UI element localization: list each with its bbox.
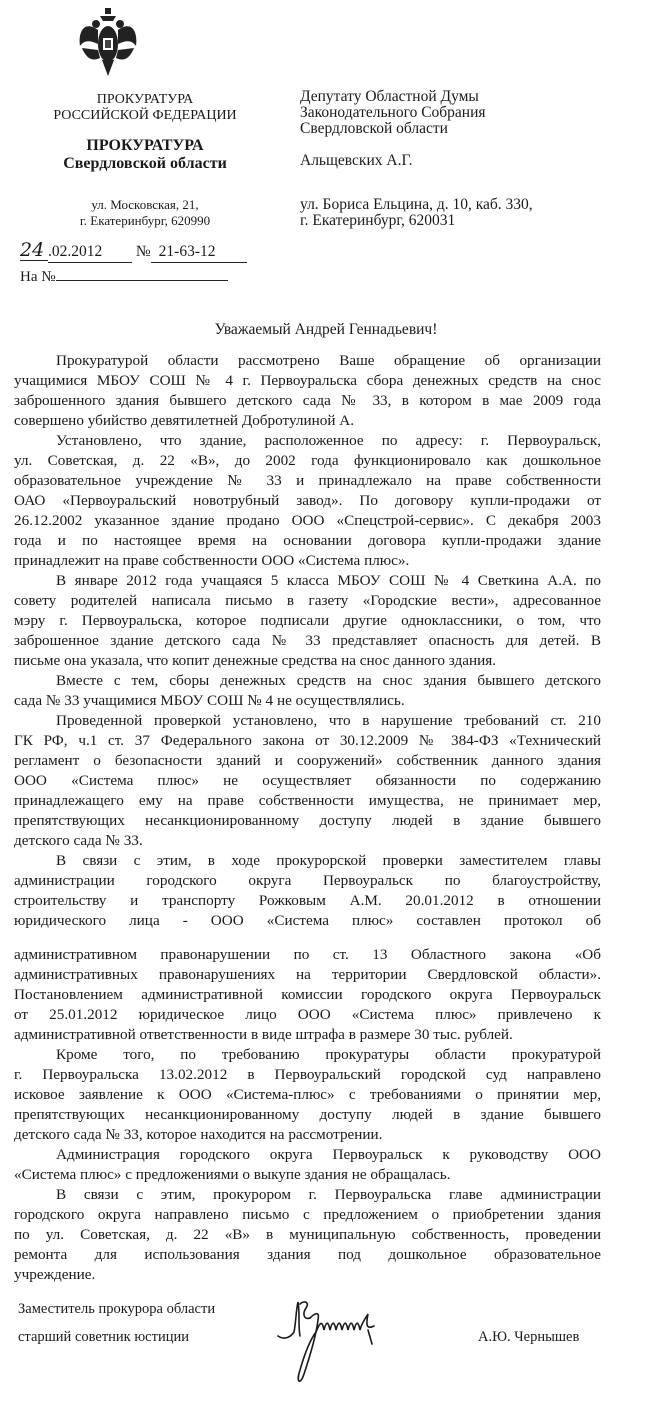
- body-line: по ул. Советская, д. 22 «В» в муниципальную собственность, проведении: [14, 1226, 601, 1243]
- body-line: совершено убийство девятилетней Добротулиной А.: [14, 412, 355, 429]
- body-line: заброшенное здание детского сада № 33 представляет опасность для детей. В: [14, 632, 601, 649]
- outgoing-number: 21-63-12: [151, 242, 247, 263]
- sender-address-line1: ул. Московская, 21,: [91, 197, 199, 212]
- body-line: препятствующих несанкционированному доступу людей в здание бывшего: [14, 812, 601, 829]
- body-line: г. Первоуральска 13.02.2012 в Первоуральский городской суд направлено: [14, 1066, 601, 1083]
- body-line: административных правонарушениях на территории Свердловской области».: [14, 966, 601, 983]
- recipient-name: Альщевских А.Г.: [300, 152, 413, 169]
- signer-title-line1: Заместитель прокурора области: [18, 1301, 216, 1317]
- body-line: принадлежит на праве собственности ООО «Система плюс».: [14, 552, 410, 569]
- body-line: городского округа направлено письмо с предложением о приобретении здания: [14, 1206, 601, 1223]
- recipient-line2: Законодательного Собрания: [300, 104, 486, 121]
- body-line: учреждение.: [14, 1266, 96, 1283]
- body-line: сада № 33 учащимися МБОУ СОШ № 4 не осуществлялись.: [14, 692, 405, 709]
- body-line: исковое заявление к ООО «Система-плюс» с требованиями о принятии мер,: [14, 1086, 601, 1103]
- recipient-address-line2: г. Екатеринбург, 620031: [300, 212, 456, 229]
- body-line: письме она указала, что копит денежные средства на снос данного здания.: [14, 652, 496, 669]
- body-line: регламент о безопасности зданий и сооружений» собственник данного здания: [14, 752, 601, 769]
- sender-org-line2: РОССИЙСКОЙ ФЕДЕРАЦИИ: [53, 108, 237, 123]
- body-line: Администрация городского округа Первоуральск к руководству ООО: [56, 1146, 601, 1163]
- body-line: юридического лица - ООО «Система плюс» составлен протокол об: [14, 912, 601, 929]
- signer-name: А.Ю. Чернышев: [478, 1329, 580, 1345]
- body-line: административной ответственности в виде штрафа в размере 30 тыс. рублей.: [14, 1026, 513, 1043]
- body-line: В связи с этим, прокурором г. Первоуральска главе администрации: [56, 1186, 601, 1203]
- body-line: совету родителей написала письмо в газету «Городские вести», адресованное: [14, 592, 601, 609]
- body-line: Постановлением административной комиссии городского округа Первоуральск: [14, 986, 601, 1003]
- body-line: детского сада № 33, которое находится на рассмотрении.: [14, 1126, 383, 1143]
- recipient-line3: Свердловской области: [300, 120, 448, 137]
- date-day-handwritten: 24: [20, 240, 48, 261]
- body-line: ГК РФ, ч.1 ст. 37 Федерального закона от 30.12.2009 № 384-ФЗ «Технический: [14, 732, 601, 749]
- recipient-line1: Депутату Областной Думы: [300, 88, 479, 105]
- body-line: от 25.01.2012 юридическое лицо ООО «Система плюс» привлечено к: [14, 1006, 601, 1023]
- letter-body: [14, 351, 601, 1285]
- body-line: Кроме того, по требованию прокуратуры области прокуратурой: [56, 1046, 601, 1063]
- body-line: Проведенной проверкой установлено, что в нарушение требований ст. 210: [56, 712, 601, 729]
- sender-address-line2: г. Екатеринбург, 620990: [79, 213, 211, 228]
- outgoing-date-number: [20, 240, 247, 263]
- body-line: учащимися МБОУ СОШ № 4 г. Первоуральска сбора денежных средств на снос: [14, 372, 601, 389]
- sender-dept-line1: ПРОКУРАТУРА: [86, 137, 204, 154]
- body-line: 26.12.2002 указанное здание продано ООО «Спецстрой-сервис». С декабря 2003: [14, 512, 601, 529]
- signer-title-line2: старший советник юстиции: [18, 1329, 189, 1345]
- body-line: В связи с этим, в ходе прокурорской проверки заместителем главы: [56, 852, 601, 869]
- coat-of-arms-emblem: [72, 6, 144, 78]
- body-line: препятствующих несанкционированному доступу людей в здание бывшего: [14, 1106, 601, 1123]
- number-label: №: [135, 243, 151, 260]
- body-line: административном правонарушении по ст. 13 Областного закона «Об: [14, 946, 601, 963]
- body-line: Установлено, что здание, расположенное по адресу: г. Первоуральск,: [56, 432, 601, 449]
- body-line: образовательное учреждение № 33 и принадлежало на праве собственности: [14, 472, 601, 489]
- date-month-year: .02.2012: [48, 242, 132, 263]
- body-line: ОАО «Первоуральский новотрубный завод». По договору купли-продажи от: [14, 492, 601, 509]
- greeting: Уважаемый Андрей Геннадьевич!: [214, 321, 438, 338]
- sender-org-line1: ПРОКУРАТУРА: [96, 92, 194, 107]
- body-line: администрации городского округа Первоуральск по благоустройству,: [14, 872, 601, 889]
- body-line: ул. Советская, д. 22 «В», до 2002 года функционировало как дошкольное: [14, 452, 601, 469]
- body-line: В январе 2012 года учащаяся 5 класса МБОУ СОШ № 4 Светкина А.А. по: [56, 572, 601, 589]
- body-line: мэру г. Первоуральска, которое подписали другие одноклассники, о том, что: [14, 612, 601, 629]
- sender-dept-line2: Свердловской области: [63, 155, 227, 172]
- reply-number-blank: [56, 266, 228, 281]
- reply-to-number: [20, 266, 228, 286]
- body-line: заброшенного здания бывшего детского сада № 33, в котором в мае 2009 года: [14, 392, 601, 409]
- body-line: Прокуратурой области рассмотрено Ваше обращение об организации: [56, 352, 601, 369]
- body-line: строительству и транспорту Рожковым А.М. 20.01.2012 в отношении: [14, 892, 601, 909]
- body-line: «Система плюс» с предложениями о выкупе здания не обращалась.: [14, 1166, 451, 1183]
- body-line: Вместе с тем, сборы денежных средств на снос здания бывшего детского: [56, 672, 601, 689]
- body-line: детского сада № 33.: [14, 832, 143, 849]
- body-line: ремонта для использования здания под дошкольное образовательное: [14, 1246, 601, 1263]
- body-line: ООО «Система плюс» не осуществляет обязанности по содержанию: [14, 772, 601, 789]
- body-line: принадлежащего ему на праве собственности имущества, не принимает мер,: [14, 792, 601, 809]
- body-line: года и по настоящее время на основании договора купли-продажи здание: [14, 532, 601, 549]
- handwritten-signature: [270, 1296, 420, 1396]
- reply-label: На №: [20, 269, 56, 285]
- recipient-address-line1: ул. Бориса Ельцина, д. 10, каб. 330,: [300, 196, 533, 213]
